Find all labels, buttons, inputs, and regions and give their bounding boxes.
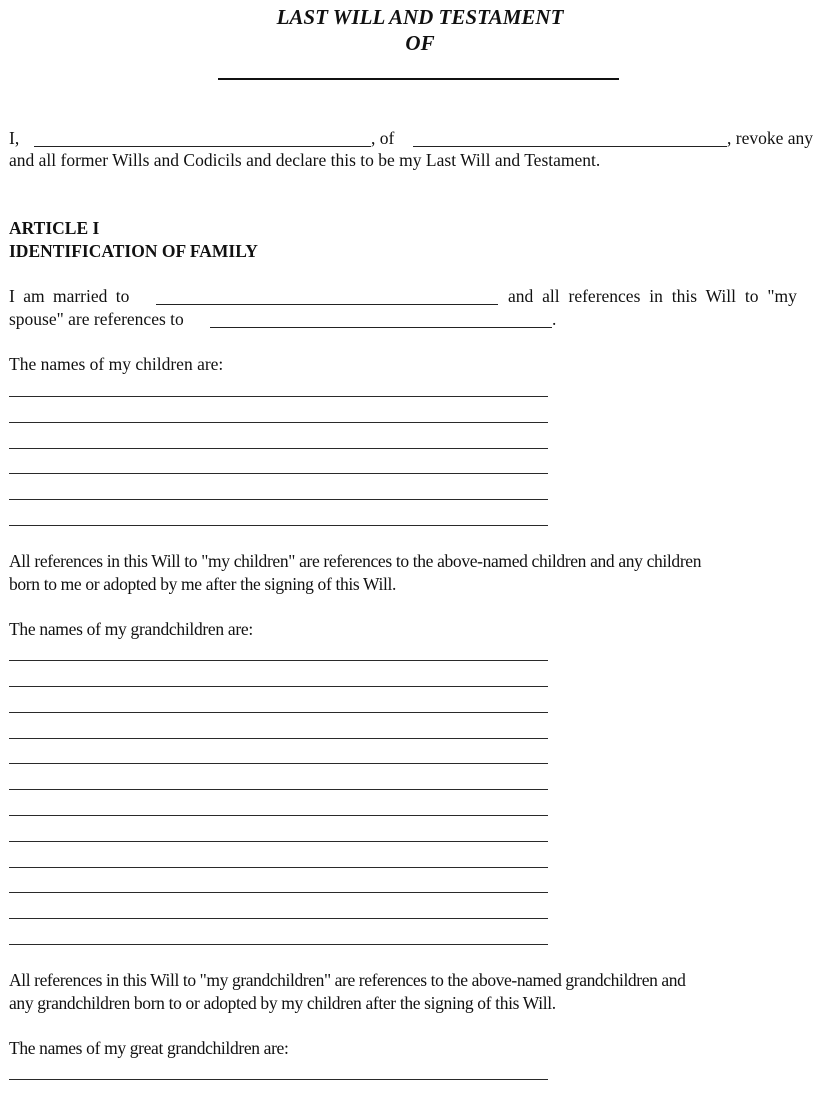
document-title-of: OF [405,31,435,55]
grandchild-name-line[interactable] [9,944,548,945]
grandchildren-note-line1: All references in this Will to "my grandchildren" are references to the above-named grandchildren and [9,970,686,990]
grandchild-name-line[interactable] [9,660,548,661]
grandchild-name-line[interactable] [9,841,548,842]
testator-name-blank[interactable] [34,146,371,147]
intro-prefix: I, [9,128,20,148]
married-line2-suffix: . [552,309,557,329]
married-line2-prefix: spouse" are references to [9,309,184,329]
article-number: ARTICLE I [9,218,100,238]
grandchildren-label: The names of my grandchildren are: [9,619,253,639]
grandchild-name-line[interactable] [9,815,548,816]
great-grandchild-name-line[interactable] [9,1079,548,1080]
grandchild-name-line[interactable] [9,712,548,713]
child-name-line[interactable] [9,448,548,449]
child-name-line[interactable] [9,422,548,423]
married-prefix: I am married to [9,286,130,306]
spouse-reference-blank[interactable] [210,327,552,328]
testator-residence-blank[interactable] [413,146,727,147]
child-name-line[interactable] [9,396,548,397]
grandchild-name-line[interactable] [9,867,548,868]
intro-revoke: , revoke any [727,128,814,148]
child-name-line[interactable] [9,473,548,474]
children-note-line1: All references in this Will to "my children" are references to the above-named children and any children [9,551,702,571]
grandchild-name-line[interactable] [9,738,548,739]
married-suffix: and all references in this Will to "my [508,286,797,306]
grandchild-name-line[interactable] [9,789,548,790]
great-grandchildren-label: The names of my great grandchildren are: [9,1038,289,1058]
document-title: LAST WILL AND TESTAMENT [276,5,564,29]
grandchild-name-line[interactable] [9,686,548,687]
grandchild-name-line[interactable] [9,892,548,893]
children-note-line2: born to me or adopted by me after the signing of this Will. [9,574,397,594]
child-name-line[interactable] [9,499,548,500]
child-name-line[interactable] [9,525,548,526]
children-label: The names of my children are: [9,354,224,374]
grandchild-name-line[interactable] [9,763,548,764]
article-heading: IDENTIFICATION OF FAMILY [9,241,258,261]
intro-of: , of [371,128,395,148]
grandchildren-note-line2: any grandchildren born to or adopted by my children after the signing of this Will. [9,993,556,1013]
spouse-name-blank[interactable] [156,304,498,305]
testator-name-blank-title[interactable] [218,78,619,80]
grandchild-name-line[interactable] [9,918,548,919]
intro-line2: and all former Wills and Codicils and declare this to be my Last Will and Testament. [9,150,601,170]
